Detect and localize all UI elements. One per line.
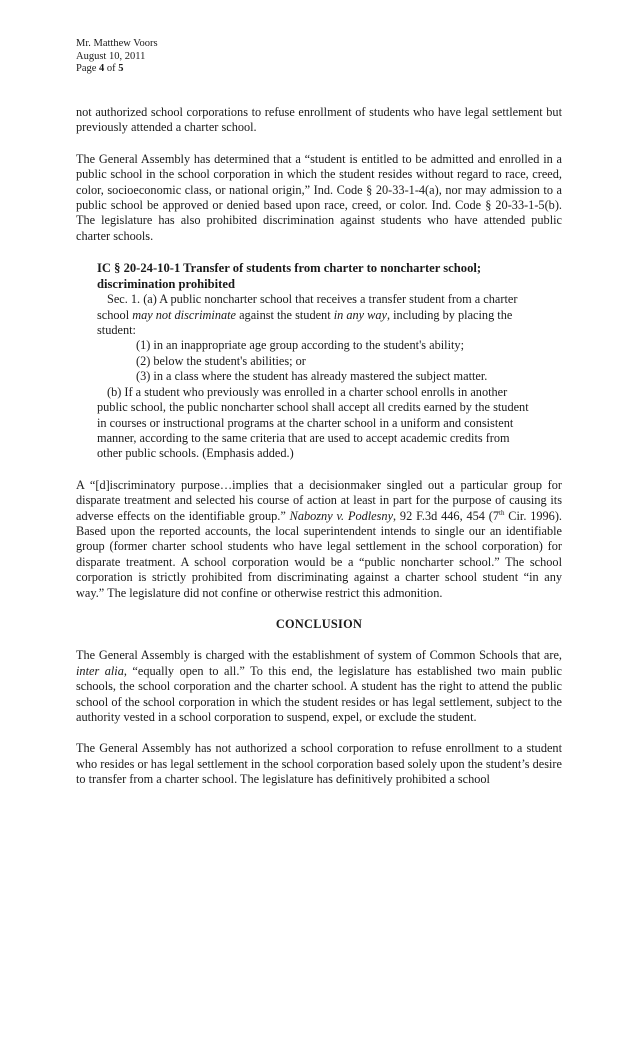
paragraph-1: not authorized school corporations to refuse enrollment of students who have legal settlement but previously attended a charter school. (76, 105, 562, 135)
statute-heading-line-1: IC § 20-24-10-1 Transfer of students from charter to noncharter school; (97, 261, 482, 276)
letter-header (76, 38, 158, 76)
paragraph-3-text: Cir. 1996). Based upon the reported accounts, the local superintendent intends to single our an identifiable group (former charter school students who have legal settlement in the school corporation) for disparate treatment. A school corporation would be a “public noncharter school.” The school corporation is strictly prohibited from discriminating against a charter school student “in any way.” The legislature did not confine or otherwise restrict this admonition. (76, 508, 562, 600)
latin-phrase: inter alia (76, 663, 124, 678)
statute-line: student: (97, 323, 136, 338)
page-prefix: Page (76, 63, 100, 74)
ordinal-suffix: th (499, 508, 505, 517)
statute-line: (b) If a student who previously was enrolled in a charter school enrolls in another (107, 384, 508, 399)
page-number: 4 (99, 63, 105, 74)
statute-item: (1) in an inappropriate age group according to the student's ability; (136, 338, 464, 353)
statute-emphasis: may not discriminate (132, 307, 237, 322)
page-total: 5 (118, 63, 124, 74)
statute-heading (97, 260, 552, 292)
statute-heading-line-2: discrimination prohibited (97, 277, 235, 292)
statute-text: against the student (236, 307, 334, 322)
paragraph-4-text: The General Assembly is charged with the establishment of system of Common Schools that are, (76, 648, 562, 663)
statute-line: in courses or instructional programs at the charter school in a uniform and consistent (97, 415, 514, 430)
page-of: of (104, 63, 119, 74)
paragraph-2: The General Assembly has determined that a “student is entitled to be admitted and enrolled in a public school in the school corporation in which the student resides without regard to race, creed, color, socioeconomic class, or national origin,” Ind. Code § 20-33-1-4(a), nor may admission to a public school be approved or denied based upon race, creed, or color. Ind. Code § 20-33-1-5(b). The legislature has also prohibited discrimination against students who have attended public charter schools. (76, 151, 562, 243)
statute-item: (2) below the student's abilities; or (136, 353, 306, 368)
statute-line: public school, the public noncharter school shall accept all credits earned by the student (97, 400, 529, 415)
paragraph-4-text: , “equally open to all.” To this end, the legislature has established two main public schools, the school corporation and the charter school. A student has the right to attend the public school of the school corporation in which the student resides or has legal settlement, subject to the authority vested in a school corporation to suspend, expel, or exclude the student. (76, 663, 562, 724)
paragraph-4 (76, 648, 562, 725)
body-text (76, 105, 562, 788)
letter-date: August 10, 2011 (76, 50, 146, 62)
paragraph-3-text: , 92 F.3d 446, 454 (7 (393, 508, 499, 523)
statute-emphasis: in any way (333, 307, 387, 322)
statute-item: (3) in a class where the student has already mastered the subject matter. (136, 369, 488, 384)
statute-text: , including by placing the (386, 307, 513, 322)
case-citation: Nabozny v. Podlesny (289, 508, 394, 523)
recipient-name: Mr. Matthew Voors (76, 38, 158, 49)
paragraph-3-text: A “[d]iscriminatory purpose…implies that a decisionmaker singled out a particular group for disparate treatment and selected his course of action at least in part for the purpose of causing its adverse effects on the identifiable group.” (76, 477, 562, 523)
statute-line (97, 308, 552, 323)
paragraph-5: The General Assembly has not authorized a school corporation to refuse enrollment to a student who resides or has legal settlement in the school corporation based solely upon the student’s desire to transfer from a charter school. The legislature has definitively prohibited a school (76, 741, 562, 787)
paragraph-3 (76, 478, 562, 601)
page-indicator (76, 63, 158, 76)
statute-line: Sec. 1. (a) A public noncharter school that receives a transfer student from a charter (107, 292, 518, 307)
statute-line: manner, according to the same criteria that are used to accept academic credits from (97, 430, 510, 445)
statute-line: other public schools. (Emphasis added.) (97, 446, 294, 461)
conclusion-heading: CONCLUSION (275, 616, 363, 631)
statute-quote (97, 260, 552, 461)
statute-text: school (97, 307, 133, 322)
